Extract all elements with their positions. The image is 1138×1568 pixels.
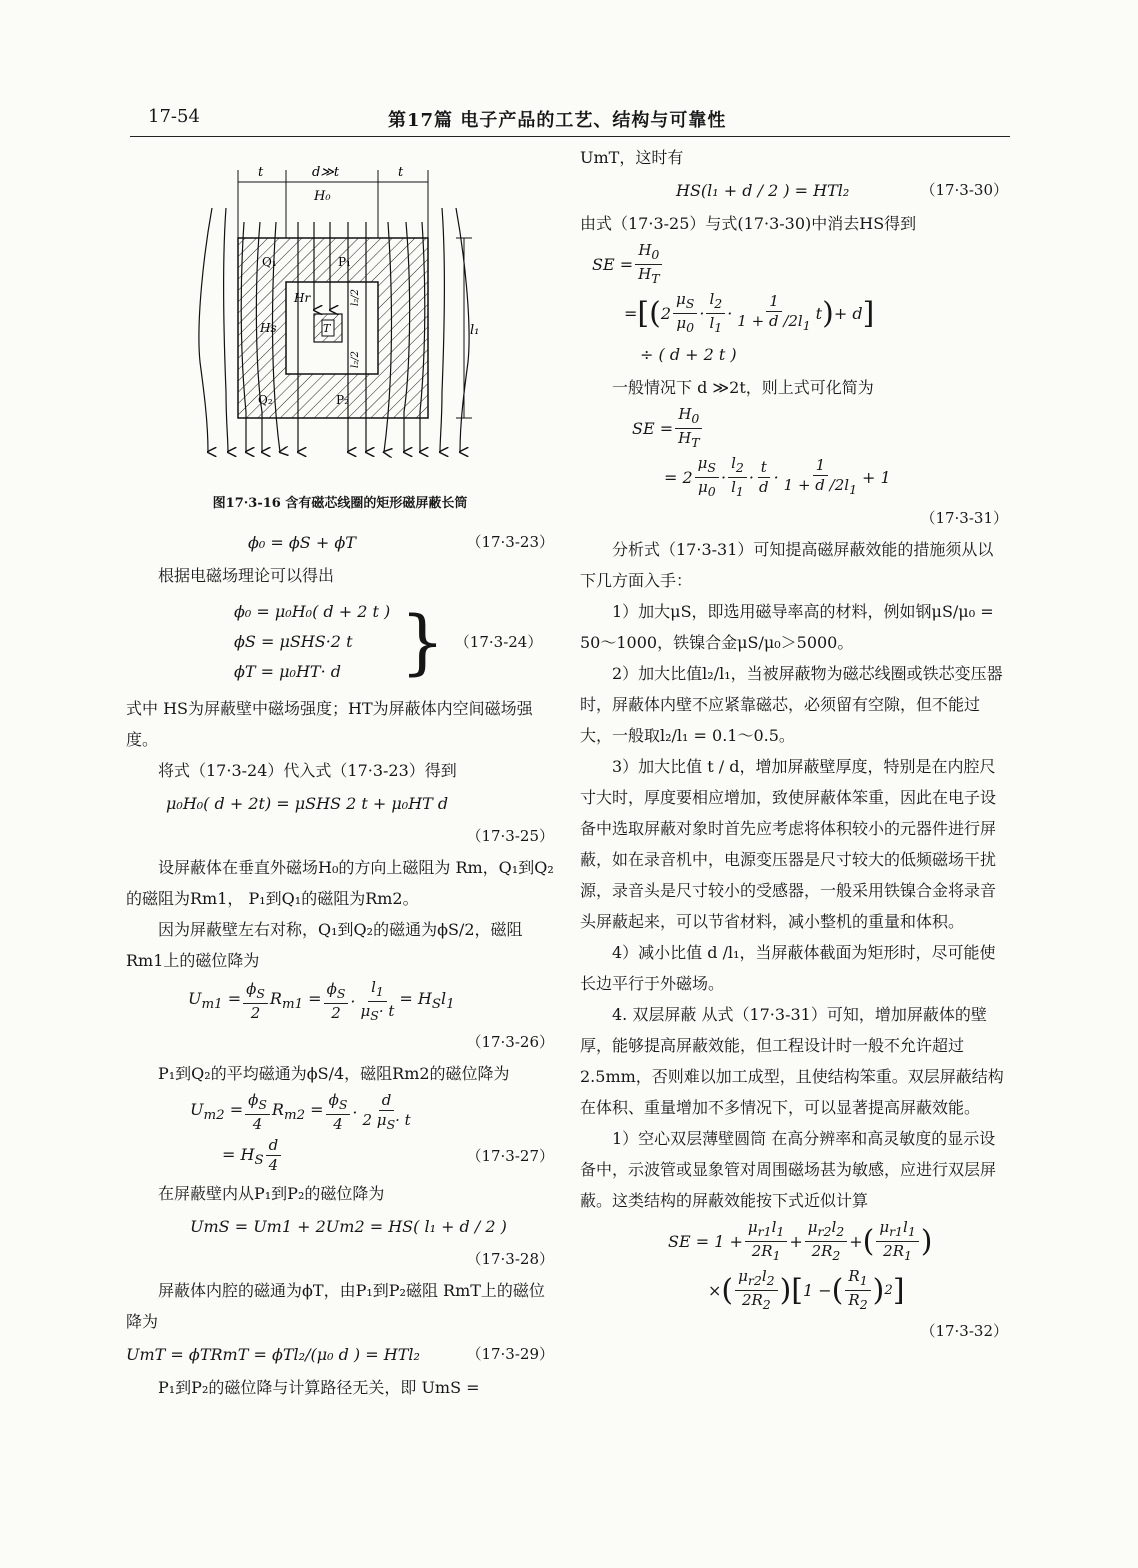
label-l1: l₁ bbox=[470, 323, 480, 338]
right-column bbox=[580, 142, 1008, 1347]
header-rule bbox=[130, 136, 1010, 137]
paragraph: P₁到Q₂的平均磁通为ϕS/4，磁阻Rm2的磁位降为 bbox=[158, 1064, 510, 1083]
equation-17-3-28: UmS = Um1 + 2Um2 = HS( l₁ + d / 2 ) bbox=[190, 1217, 507, 1237]
equation-se-4: SE = $\frac{H_0}{H_T}$ bbox=[580, 405, 1008, 452]
equation-17-3-32-cont: × ( $\mu_{r2}l_2$ $2R_2$ )[ 1 − ( $R_1$ $R_2$ ) 2 ] bbox=[708, 1267, 905, 1312]
equation-17-3-27: $U_{m2}$ = $\frac{\phi_S}{4}$ $R_{m2}$ = $\frac{\phi_S}{4}$ · d 2 $\mu_S\cdot t$ bbox=[190, 1091, 411, 1133]
equation-number: （17·3-32） bbox=[920, 1322, 1008, 1340]
label-p2: P₂ bbox=[336, 393, 349, 407]
page-number: 17-54 bbox=[148, 106, 200, 127]
equation-se-3: ÷ ( d + 2 t ) bbox=[640, 345, 737, 364]
paragraph: 4）减小比值 d /l₁，当屏蔽体截面为矩形时，尽可能使长边平行于外磁场。 bbox=[580, 943, 996, 993]
equation-number: （17·3-26） bbox=[466, 1033, 554, 1051]
running-title: 第17篇 电子产品的工艺、结构与可靠性 bbox=[388, 110, 727, 131]
equation-se-2: = [( 2 $\mu_S$ $\mu_0$ · $l_2$ $l_1$ · 1 1 + d $/2l_1$ t ) + d ] bbox=[624, 290, 875, 335]
equation-17-3-27-cont: = $H_S$ $\frac{d}{4}$ （17·3-27） bbox=[222, 1136, 554, 1174]
equation-number: （17·3-28） bbox=[466, 1250, 554, 1269]
equation-17-3-26: $U_{m1}$ = $\frac{\phi_S}{2}$ $R_{m1}$ = $\frac{\phi_S}{2}$ · $\frac{l_1}{\mu_S\cdot t}$ = $H_Sl_1$ bbox=[188, 978, 455, 1023]
equation-se-1: SE = $\frac{H_0}{H_T}$ bbox=[580, 241, 1008, 288]
paragraph: 1）加大μS，即选用磁导率高的材料，例如钢μS/μ₀ = 50～1000，铁镍合金μS/μ₀＞5000。 bbox=[580, 602, 994, 652]
paragraph: 式中 HS为屏蔽壁中磁场强度；HT为屏蔽体内空间磁场强度。 bbox=[126, 699, 533, 749]
paragraph: 1）空心双层薄壁圆筒 在高分辨率和高灵敏度的显示设备中，示波管或显象管对周围磁场甚为敏感，应进行双层屏蔽。这类结构的屏蔽效能按下式近似计算 bbox=[580, 1129, 997, 1210]
equation-number: （17·3-25） bbox=[466, 827, 554, 845]
equation-17-3-29: UmT = ϕTRmT = ϕTl₂/(μ₀ d ) = HTl₂ （17·3-29） bbox=[126, 1345, 554, 1365]
equation-17-3-24: ϕ₀ = μ₀H₀( d + 2 t ) ϕS = μSHS·2 t ϕT = μ₀HT· d } （17·3-24） bbox=[234, 601, 543, 683]
label-hr: Hr bbox=[294, 291, 311, 305]
equation-17-3-32: SE = 1 + $\frac{\mu_{r1}l_1}{2R_1}$ + $\frac{\mu_{r2}l_2}{2R_2}$ + ( $\mu_{r1}l_1$ $2R_1$ ) bbox=[668, 1218, 933, 1263]
equation-17-3-30: HS(l₁ + d / 2 ) = HTl₂ （17·3-30） bbox=[676, 181, 1008, 200]
left-column bbox=[126, 142, 554, 1403]
paragraph: 屏蔽体内腔的磁通为ϕT，由P₁到P₂磁阻 RmT上的磁位降为 bbox=[126, 1281, 545, 1332]
paragraph: 因为屏蔽壁左右对称，Q₁到Q₂的磁通为ϕS/2，磁阻Rm1上的磁位降为 bbox=[126, 920, 523, 970]
equation-number: （17·3-31） bbox=[920, 509, 1008, 527]
paragraph: P₁到P₂的磁位降与计算路径无关，即 UmS = bbox=[158, 1378, 480, 1398]
shield-diagram bbox=[126, 142, 554, 482]
page-header bbox=[0, 106, 1138, 136]
paragraph: 设屏蔽体在垂直外磁场H₀的方向上磁阻为 Rm，Q₁到Q₂的磁阻为Rm1， P₁到Q₁的磁阻为Rm2。 bbox=[126, 858, 554, 908]
figure bbox=[126, 142, 554, 482]
paragraph: 3）加大比值 t / d，增加屏蔽壁厚度，特别是在内腔尺寸大时，厚度要相应增加，致使屏蔽体笨重，因此在电子设备中选取屏蔽对象时首先应考虑将体积较小的元器件进行屏蔽，如在录音机中，电源变压器是尺寸较大的低频磁场干扰源，录音头是尺寸较小的受感器，一般采用铁镍合金将录音头屏蔽起来，可以节省材料，减小整机的重量和体积。 bbox=[580, 757, 997, 931]
dim-t-right: t bbox=[398, 165, 404, 180]
paragraph: 将式（17·3-24）代入式（17·3-23）得到 bbox=[158, 761, 457, 780]
figure-caption: 图17·3-16 含有磁芯线圈的矩形磁屏蔽长筒 bbox=[212, 496, 468, 511]
paragraph: 一般情况下 d ≫2t，则上式可化简为 bbox=[612, 378, 874, 397]
label-q1: Q₁ bbox=[262, 255, 277, 269]
label-p1: P₁ bbox=[338, 255, 351, 269]
paragraph: UmT，这时有 bbox=[580, 148, 684, 167]
dim-t-left: t bbox=[258, 165, 264, 180]
equation-se-5: = 2 $\mu_S$ $\mu_0$ · $l_2$ $l_1$ · t d · 1 1 + d $/2l_1$ + 1 bbox=[664, 454, 891, 499]
equation-17-3-23: ϕ₀ = ϕS + ϕT （17·3-23） bbox=[248, 533, 554, 552]
label-hs: Hs bbox=[260, 321, 277, 335]
paragraph: 在屏蔽壁内从P₁到P₂的磁位降为 bbox=[158, 1184, 385, 1204]
paragraph: 2）加大比值l₂/l₁，当被屏蔽物为磁芯线圈或铁芯变压器时，屏蔽体内壁不应紧靠磁芯，必须留有空隙，但不能过大，一般取l₂/l₁ = 0.1～0.5。 bbox=[580, 664, 1003, 745]
dim-d: d≫t bbox=[312, 165, 340, 180]
paragraph: 根据电磁场理论可以得出 bbox=[158, 566, 335, 585]
paragraph: 由式（17·3-25）与式(17·3-30)中消去HS得到 bbox=[580, 214, 917, 233]
equation-17-3-25: μ₀H₀( d + 2t) = μSHS 2 t + μ₀HT d bbox=[166, 794, 449, 813]
label-q2: Q₂ bbox=[258, 393, 273, 407]
paragraph: 4. 双层屏蔽 从式（17·3-31）可知，增加屏蔽体的壁厚，能够提高屏蔽效能，但工程设计时一般不允许超过2.5mm，否则难以加工成型，且使结构笨重。双层屏蔽结构在体积、重量增加不多情况下，可以显著提高屏蔽效能。 bbox=[580, 1005, 1004, 1117]
label-h0: H₀ bbox=[314, 189, 331, 204]
label-t-core: T bbox=[323, 322, 331, 335]
paragraph: 分析式（17·3-31）可知提高磁屏蔽效能的措施须从以下几方面入手： bbox=[580, 540, 994, 590]
label-l2-bottom: l₂/2 bbox=[350, 351, 361, 368]
label-l2-top: l₂/2 bbox=[350, 289, 361, 306]
